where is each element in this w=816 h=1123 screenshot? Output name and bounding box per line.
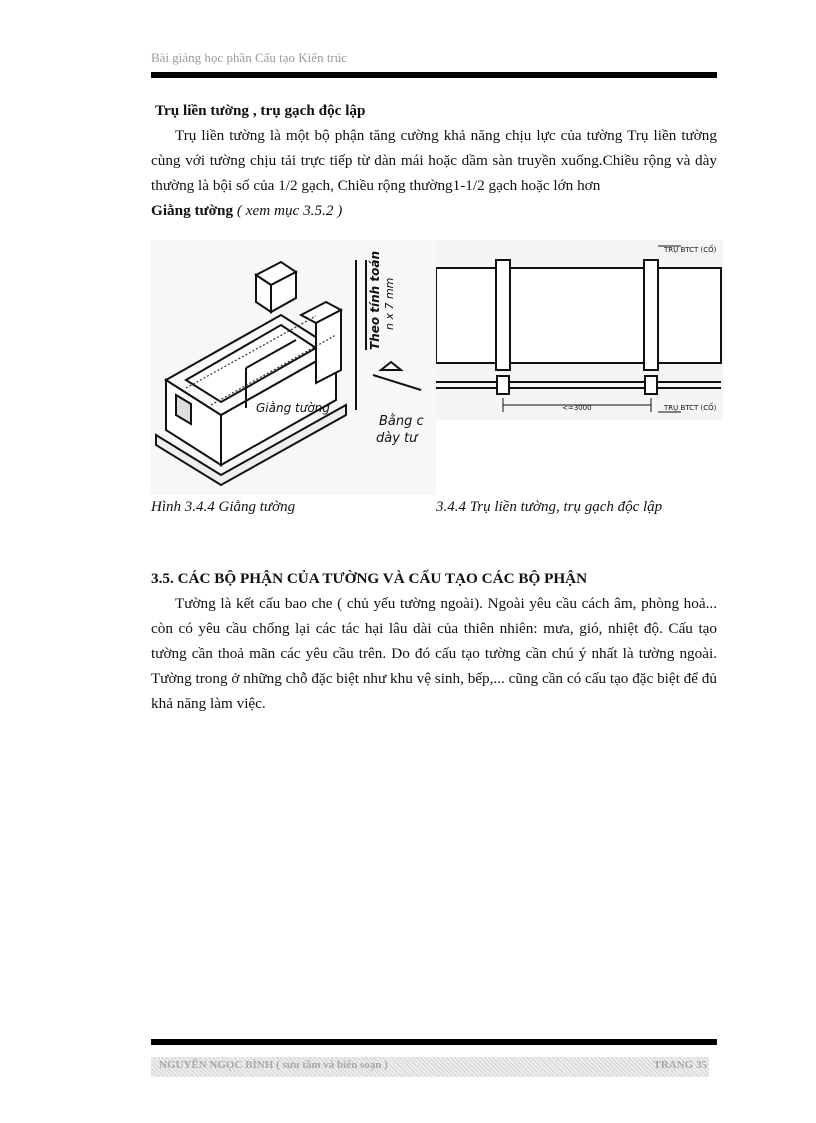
page-header-title: Bài giảng học phần Cấu tạo Kiến trúc: [151, 50, 348, 65]
label-bang-2: dày tư: [376, 431, 418, 446]
section-3-5: [151, 566, 717, 716]
label-giang-tuong: Giằng tường: [256, 401, 330, 415]
caption-figure-left: Hình 3.4.4 Giằng tường: [151, 499, 296, 515]
figure-wall-tie-beam: [151, 240, 436, 495]
paragraph-text: Trụ liền tường là một bộ phận tăng cường khả năng chịu lực của tường Trụ liền tường cùng với tường chịu tải trực tiếp từ dàn mái hoặc dầm sàn truyền xuống.Chiều rộng và dày thường là bội số của 1/2 gạch, Chiều rộng thường1-1/2 gạch hoặc lớn hơn: [151, 127, 717, 194]
label-theo-tinh-toan: Theo tính toán: [368, 250, 382, 350]
label-bang-1: Bằng c: [379, 414, 424, 429]
footer-rule: [151, 1039, 717, 1045]
reference-term: Giằng tường: [151, 202, 234, 219]
body-paragraph: [151, 123, 717, 198]
reference-note: ( xem mục 3.5.2 ): [233, 202, 343, 219]
header-rule: [151, 72, 717, 78]
label-dimension: <=3000: [562, 404, 592, 412]
footer-band: [151, 1057, 709, 1077]
subheading: Trụ liền tường , trụ gạch độc lập: [155, 102, 366, 119]
label-tru-btct-bottom: TRỤ BTCT (CỐ): [664, 404, 717, 412]
reference-line: [151, 198, 717, 223]
section-paragraph: Tường là kết cấu bao che ( chủ yếu tường ngoài). Ngoài yêu cầu cách âm, phòng hoả... còn có yêu cầu chống lại các tác hại lâu dài của thiên nhiên: mưa, gió, nhiệt độ. Cấu tạo tường cần thoả mãn các yêu cầu trên. Do đó cấu tạo tường cần chú ý nhất là tường ngoài. Tường trong ở những chỗ đặc biệt như khu vệ sinh, bếp,... cũng cần có cấu tạo đặc biệt để đủ khả năng làm việc.: [151, 595, 717, 712]
section-title: 3.5. CÁC BỘ PHẬN CỦA TƯỜNG VÀ CẤU TẠO CÁC BỘ PHẬN: [151, 570, 588, 587]
caption-figure-right: 3.4.4 Trụ liền tường, trụ gạch độc lập: [436, 499, 663, 515]
footer-author: NGUYỄN NGỌC BÌNH ( sưu tầm và biên soạn ): [159, 1059, 388, 1071]
figure-pilaster-columns: [436, 240, 723, 420]
label-tru-btct-top: TRỤ BTCT (CỐ): [664, 246, 717, 254]
figures-area: [151, 240, 723, 495]
label-n-x-7mm: n x 7 mm: [383, 277, 396, 330]
footer-page-number: TRANG 35: [653, 1059, 707, 1071]
body-content: [151, 98, 717, 223]
